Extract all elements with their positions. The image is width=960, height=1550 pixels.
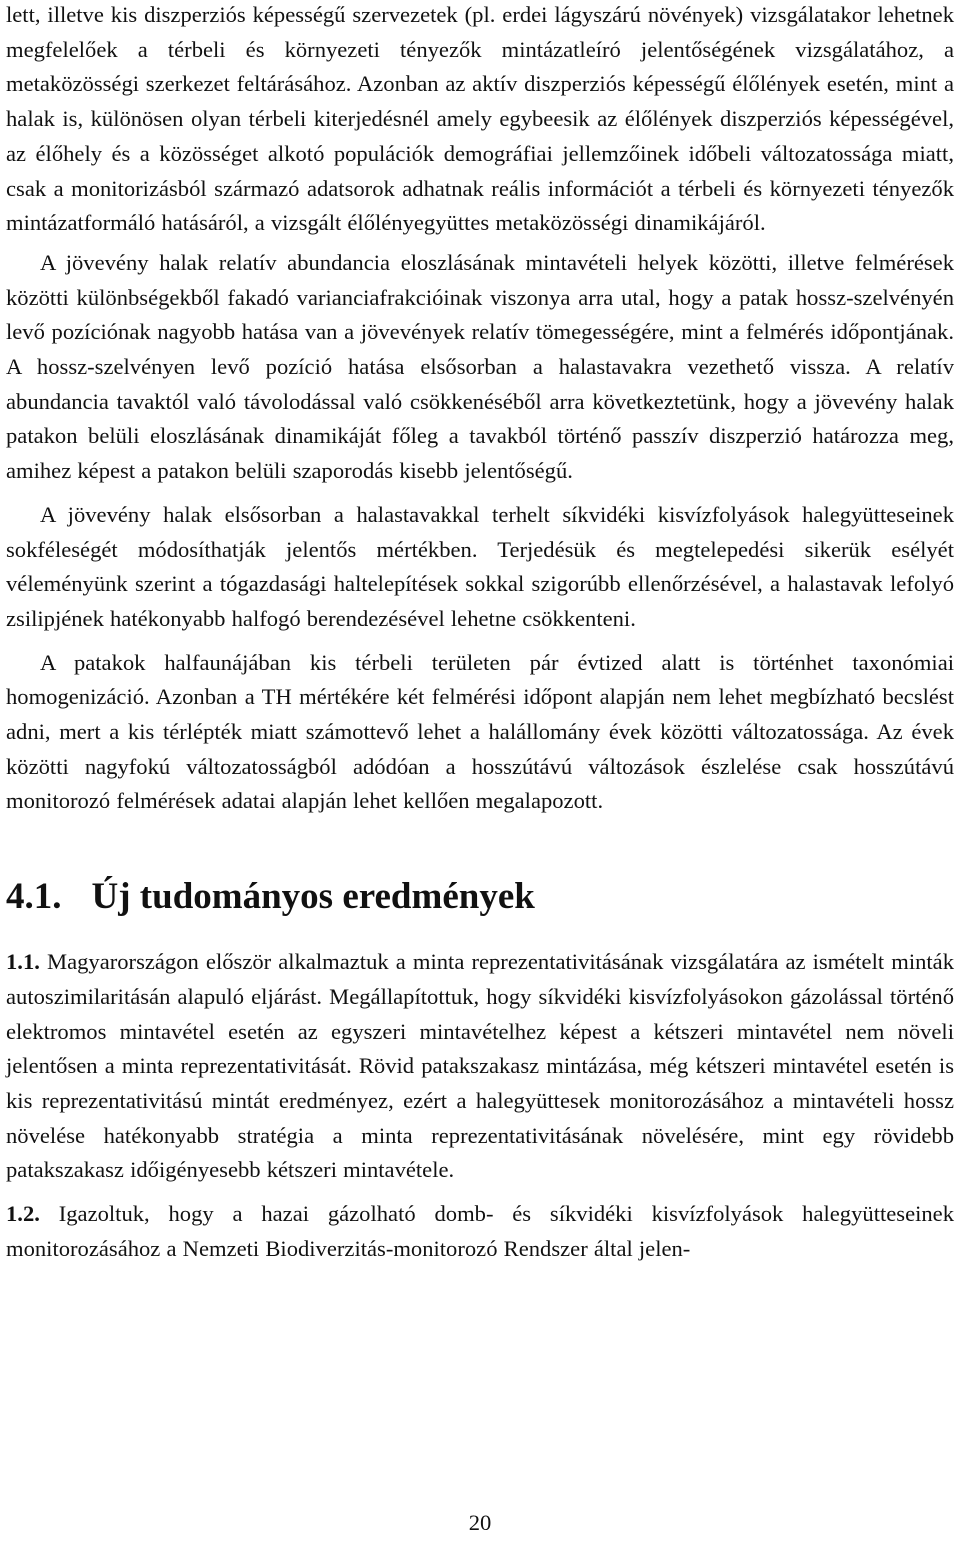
result-text: Magyarországon először alkalmaztuk a minta reprezentativitásának vizsgálatára az ismételt minták autoszimilaritásán alapuló eljárást. Megállapítottuk, hogy síkvidéki kisvízfolyásokon gázolással történő elektromos mintavétel esetén az egyszeri mintavételhez képest a kétszeri mintavétel nem növeli jelentősen a minta reprezentativitását. Rövid patakszakasz mintázása, még kétszeri mintavétel esetén is kis reprezentativitású mintát eredményez, ezért a halegyüttesek monitorozásához a mintavételi hossz növelése hatékonyabb stratégia a minta reprezentativitásának növelésére, mint egy rövidebb patakszakasz időigényesebb kétszeri mintavétele. (6, 949, 954, 1183)
result-text: Igazoltuk, hogy a hazai gázolható domb- és síkvidéki kisvízfolyások halegyütteseinek monitorozásához a Nemzeti Biodiverzitás-monitorozó Rendszer által jelen- (6, 1201, 954, 1261)
section-number: 4.1. (6, 876, 62, 918)
paragraph-metacommunity: lett, illetve kis diszperziós képességű szervezetek (pl. erdei lágyszárú növények) vizsgálatakor lehetnek megfelelőek a térbeli és környezeti tényezők mintázatleíró jelentőségének vizsgálatához, a metaközösségi szerkezet feltárásához. Azonban az aktív diszperziós képességű élőlények esetén, mint a halak is, különösen olyan térbeli kiterjedésnél amely egybeesik az élőlények diszperziós képességével, az élőhely és a közösséget alkotó populációk demográfiai jellemzőinek időbeli változatossága miatt, csak a monitorizásból származó adatsorok adhatnak reális információt a térbeli és környezeti tényezők mintázatformáló hatásáról, a vizsgált élőlényegyüttes metaközösségi dinamikájáról. (6, 2, 954, 236)
result-number: 1.2. (6, 1201, 40, 1227)
section-title: Új tudományos eredmények (91, 876, 535, 918)
paragraph-alien-fish-abundance: A jövevény halak relatív abundancia eloszlásának mintavételi helyek közötti, illetve felmérések közötti különbségekből fakadó varianciafrakcióinak viszonya arra utal, hogy a patak hossz-szelvényén levő pozíciónak nagyobb hatása van a jövevények relatív tömegességére, mint a felmérés időpontjának. A hossz-szelvényen levő pozíció hatása elsősorban a halastavakra vezethető vissza. A relatív abundancia tavaktól való távolodással való csökkenéséből arra következtetünk, hogy a jövevény halak patakon belüli eloszlásának dinamikáját főleg a tavakból történő passzív diszperzió határozza meg, amihez képest a patakon belüli szaporodás kisebb jelentőségű. (6, 249, 954, 484)
paragraph-taxonomic-homogenization: A patakok halfaunájában kis térbeli területen pár évtized alatt is történhet taxonómiai homogenizáció. Azonban a TH mértékére két felmérési időpont alapján nem lehet megbízható becslést adni, mert a kis térlépték miatt számottevő lehet a halállomány évek közötti változatossága. Az évek közötti nagyfokú változatosságból adódóan a hosszútávú változások észlelése csak hosszútávú monitorozó felmérések adatai alapján lehet kellően megalapozott. (6, 649, 954, 814)
section-heading (6, 875, 954, 919)
page-body (6, 0, 954, 1267)
result-item (6, 1197, 954, 1266)
result-item (6, 945, 954, 1188)
paragraph-alien-fish-diversity: A jövevény halak elsősorban a halastavakkal terhelt síkvidéki kisvízfolyások halegyütteseinek sokféleségét módosíthatják jelentős mértékben. Terjedésük és megtelepedési sikerük esélyét véleményünk szerint a tógazdasági haltelepítések sokkal szigorúbb ellenőrzésével, a halastavak lefolyó zsilipjének hatékonyabb halfogó berendezésével lehetne csökkenteni. (6, 501, 954, 631)
result-number: 1.1. (6, 949, 40, 975)
page-number: 20 (468, 1510, 492, 1535)
